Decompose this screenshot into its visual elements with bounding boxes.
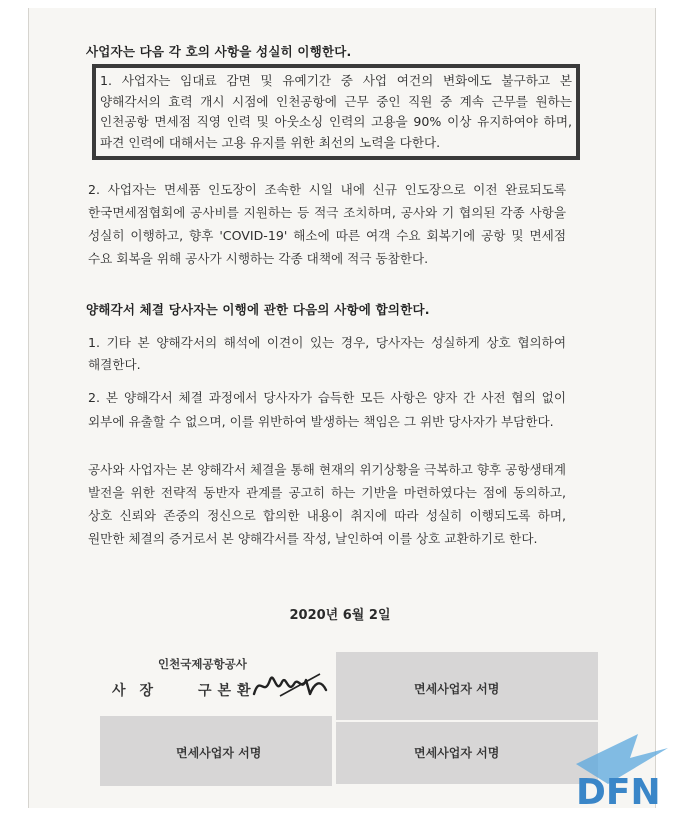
organization-name: 인천국제공항공사 [158, 657, 247, 671]
signatory-name: 구본환 [198, 683, 257, 699]
signatory-title: 사장 [112, 683, 168, 699]
handwritten-signature [250, 664, 330, 704]
section1-title: 사업자는 다음 각 호의 사항을 성실히 이행한다. [86, 44, 352, 59]
section2-title: 양해각서 체결 당사자는 이행에 관한 다음의 사항에 합의한다. [86, 302, 430, 317]
section1-item1: 1. 사업자는 임대료 감면 및 유예기간 중 사업 여건의 변화에도 불구하고 본 양해각서의 효력 개시 시점에 인천공항에 근무 중인 직원 중 계속 근무를 원하는 인천공항 면세점 직영 인력 및 아웃소싱 인력의 고용을 90% 이상 유지하여야 하며, 파견 인력에 대해서는 고용 유지를 위한 최선의 노력을 다한다. [100, 73, 572, 150]
section2-item2: 2. 본 양해각서 체결 과정에서 당사자가 습득한 모든 사항은 양자 간 사전 협의 없이 외부에 유출할 수 없으며, 이를 위반하여 발생하는 책임은 그 위반 당사자가 부담한다. [88, 390, 566, 429]
dfn-logo-text: DFN [576, 772, 661, 810]
dfn-logo-icon [568, 724, 676, 810]
signer-label-3: 면세사업자 서명 [414, 746, 500, 760]
section1-item2: 2. 사업자는 면세품 인도장이 조속한 시일 내에 신규 인도장으로 이전 완료되도록 한국면세점협회에 공사비를 지원하는 등 적극 조치하며, 공사와 기 협의된 각종 사항을 성실히 이행하고, 향후 'COVID-19' 해소에 따른 여객 수요 회복기에 공항 및 면세점 수요 회복을 위해 공사가 시행하는 각종 대책에 적극 동참한다. [88, 182, 566, 266]
signer-label-2: 면세사업자 서명 [176, 746, 262, 760]
signer-label-1: 면세사업자 서명 [414, 682, 500, 696]
closing-paragraph: 공사와 사업자는 본 양해각서 체결을 통해 현재의 위기상황을 극복하고 향후 공항생태계 발전을 위한 전략적 동반자 관계를 공고히 하는 기반을 마련하였다는 점에 동의하고, 상호 신뢰와 존중의 정신으로 합의한 내용이 취지에 따라 성실히 이행되도록 하며, 원만한 체결의 증거로서 본 양해각서를 작성, 날인하여 이를 상호 교환하기로 한다. [88, 462, 566, 546]
document-date: 2020년 6월 2일 [289, 608, 391, 623]
section2-item1: 1. 기타 본 양해각서의 해석에 이견이 있는 경우, 당사자는 성실하게 상호 협의하여 해결한다. [88, 335, 566, 372]
